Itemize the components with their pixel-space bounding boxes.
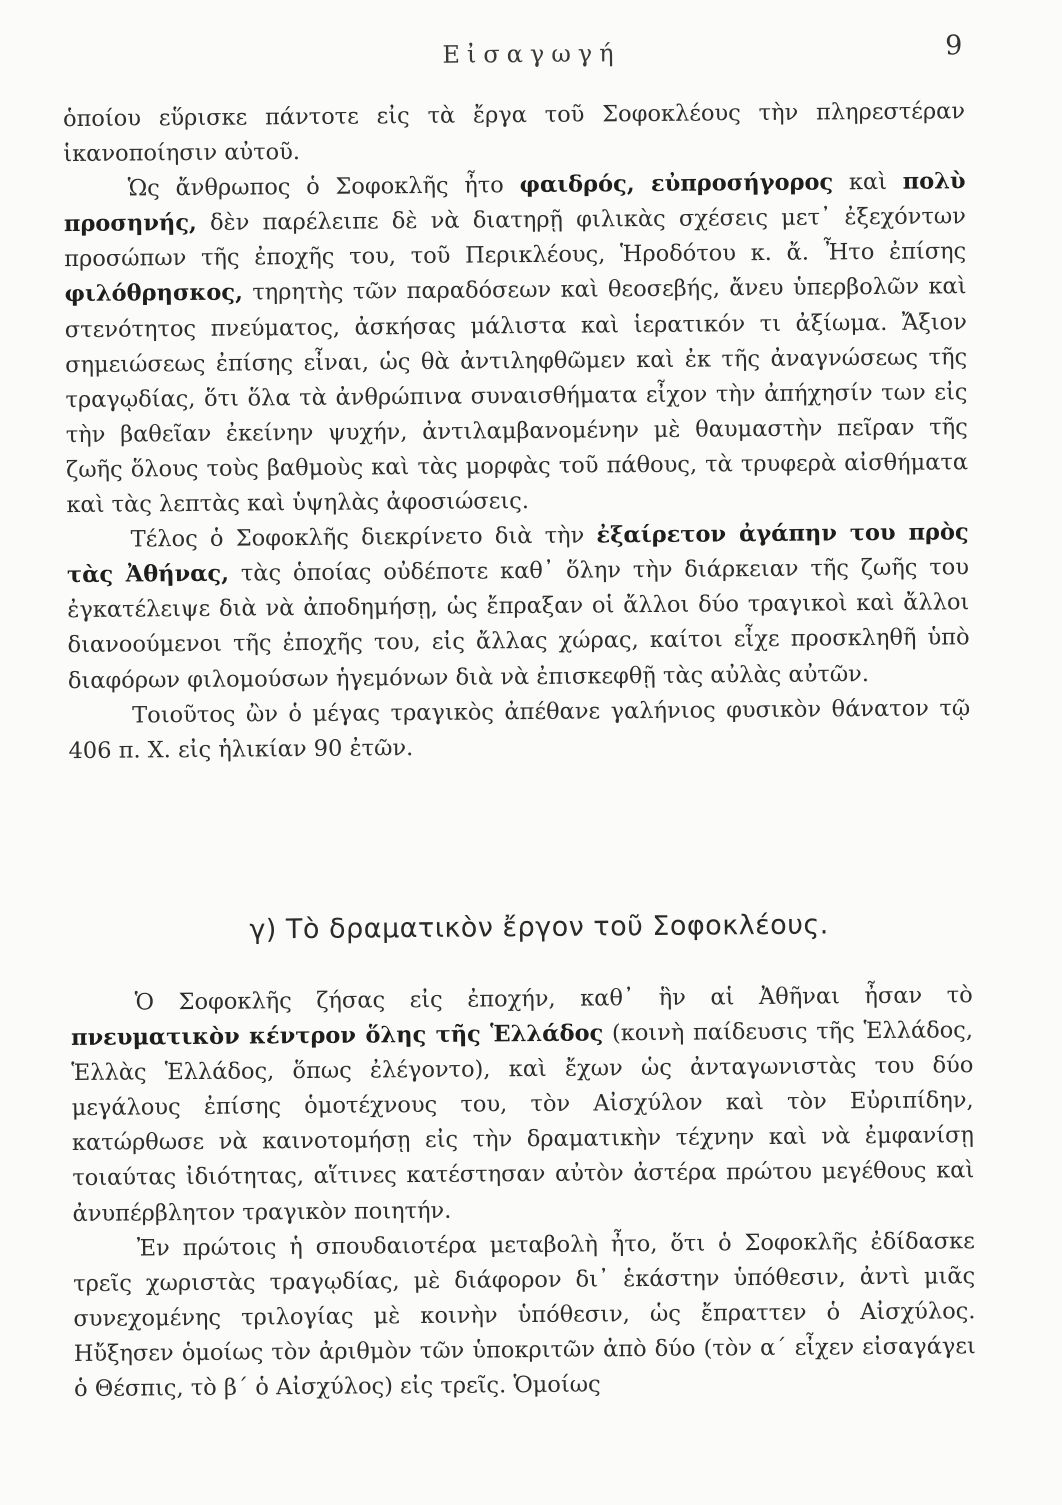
body-text-lower — [71, 978, 977, 1407]
text-run: Ὁ Σοφοκλῆς ζήσας εἰς ἐποχήν, καθ᾽ ἣν αἱ Ἀθῆναι ἦσαν τὸ — [134, 982, 973, 1016]
bold-phrase: πολὺ προσηνής, — [63, 168, 966, 238]
text-run: Τέλος ὁ Σοφοκλῆς διεκρίνετο διὰ τὴν — [130, 522, 597, 553]
bold-phrase: πνευματικὸν κέντρον ὅλης τῆς Ἑλλάδος — [70, 1020, 604, 1052]
text-run: (κοινὴ παίδευσις τῆς Ἑλλάδος, Ἑλλὰς Ἑλλάδος, ὅπως ἐλέγοντο), καὶ ἔχων ὡς ἀνταγωνιστὰς του δύο μεγάλους ἐπίσης ὁμοτέχνους του, τὸν Αἰσχύλον καὶ τὸν Εὐριπίδην, κατώρθωσε νὰ καινοτομήσῃ εἰς τὴν δραματικὴν τέχνην καὶ νὰ ἐμφανίσῃ τοιαύτας ἰδιότητας, αἵτινες κατέστησαν αὐτὸν ἀστέρα πρώτου μεγέθους καὶ ἀνυπέρβλητον τραγικὸν ποιητήν. — [71, 1017, 975, 1227]
text-run: δὲν παρέλειπε δὲ νὰ διατηρῇ φιλικὰς σχέσεις μετ᾽ ἐξεχόντων προσώπων τῆς ἐποχῆς του, τοῦ Περικλέους, Ἡροδότου κ. ἄ. Ἦτο ἐπίσης — [64, 203, 967, 273]
text-run: καὶ — [833, 168, 903, 196]
text-run: Τοιοῦτος ὢν ὁ μέγας τραγικὸς ἀπέθανε γαλήνιος φυσικὸν θάνατον τῷ 406 π. Χ. εἰς ἡλικίαν 90 ἐτῶν. — [68, 694, 971, 764]
paragraph — [71, 978, 975, 1232]
paragraph — [68, 691, 971, 769]
text-run: τηρητὴς τῶν παραδόσεων καὶ θεοσεβής, ἄνευ ὑπερβολῶν καὶ στενότητος πνεύματος, ἀσκήσας μάλιστα καὶ ἱερατικόν τι ἀξίωμα. Ἄξιον σημειώσεως ἐπίσης εἶναι, ὡς θὰ ἀντιληφθῶμεν καὶ ἐκ τῆς ἀναγνώσεως τῆς τραγῳδίας, ὅτι ὅλα τὰ ἀνθρώπινα συναισθήματα εἶχον τὴν ἀπήχησίν των εἰς τὴν βαθεῖαν ἐκείνην ψυχήν, ἀντιλαμβανομένην μὲ θαυμαστὴν πεῖραν τῆς ζωῆς ὅλους τοὺς βαθμοὺς καὶ τὰς μορφὰς τοῦ πάθους, τὰ τρυφερὰ αἰσθήματα καὶ τὰς λεπτὰς καὶ ὑψηλὰς ἀφοσιώσεις. — [64, 273, 969, 519]
paragraph — [73, 1224, 976, 1407]
page-number: 9 — [945, 30, 963, 62]
text-run: ὁποίου εὕρισκε πάντοτε εἰς τὰ ἔργα τοῦ Σοφοκλέους τὴν πληρεστέραν ἱκανοποίησιν αὐτοῦ. — [62, 98, 966, 168]
bold-phrase: φαιδρός, εὐπροσήγορος — [519, 169, 834, 199]
body-text-upper — [63, 94, 971, 769]
page-header — [0, 29, 1062, 78]
paragraph — [67, 515, 970, 698]
text-run: Ὡς ἄνθρωπος ὁ Σοφοκλῆς ἦτο — [127, 172, 520, 202]
bold-phrase: ἐξαίρετον ἀγάπην του πρὸς τὰς Ἀθήνας, — [66, 519, 969, 589]
bold-phrase: φιλόθρησκος, — [64, 279, 244, 308]
paragraph — [63, 94, 966, 172]
text-run: τὰς ὁποίας οὐδέποτε καθ᾽ ὅλην τὴν διάρκειαν τῆς ζωῆς του ἐγκατέλειψε διὰ νὰ ἀποδημήσῃ, ὡς ἔπραξαν οἱ ἄλλοι δύο τραγικοὶ καὶ ἄλλοι διανοούμενοι τῆς ἐποχῆς του, εἰς ἄλλας χώρας, καίτοι εἶχε προσκληθῆ ὑπὸ διαφόρων φιλομούσων ἡγεμόνων διὰ νὰ ἐπισκεφθῇ τὰς αὐλὰς αὐτῶν. — [67, 554, 970, 694]
section-title: γ) Τὸ δραματικὸν ἔργον τοῦ Σοφοκλέους. — [249, 909, 829, 946]
running-head: Εἰσαγωγή — [442, 39, 621, 69]
paragraph — [63, 164, 968, 523]
text-run: Ἐν πρώτοις ἡ σπουδαιοτέρα μεταβολὴ ἦτο, ὅτι ὁ Σοφοκλῆς ἐδίδασκε τρεῖς χωριστὰς τραγῳδίας, μὲ διάφορον δι᾽ ἑκάστην ὑπόθεσιν, ἀντὶ μιᾶς συνεχομένης τριλογίας μὲ κοινὴν ὑπόθεσιν, ὡς ἔπραττεν ὁ Αἰσχύλος. Ηὔξησεν ὁμοίως τὸν ἀριθμὸν τῶν ὑποκριτῶν ἀπὸ δύο (τὸν α´ εἶχεν εἰσαγάγει ὁ Θέσπις, τὸ β´ ὁ Αἰσχύλος) εἰς τρεῖς. Ὁμοίως — [73, 1227, 976, 1403]
